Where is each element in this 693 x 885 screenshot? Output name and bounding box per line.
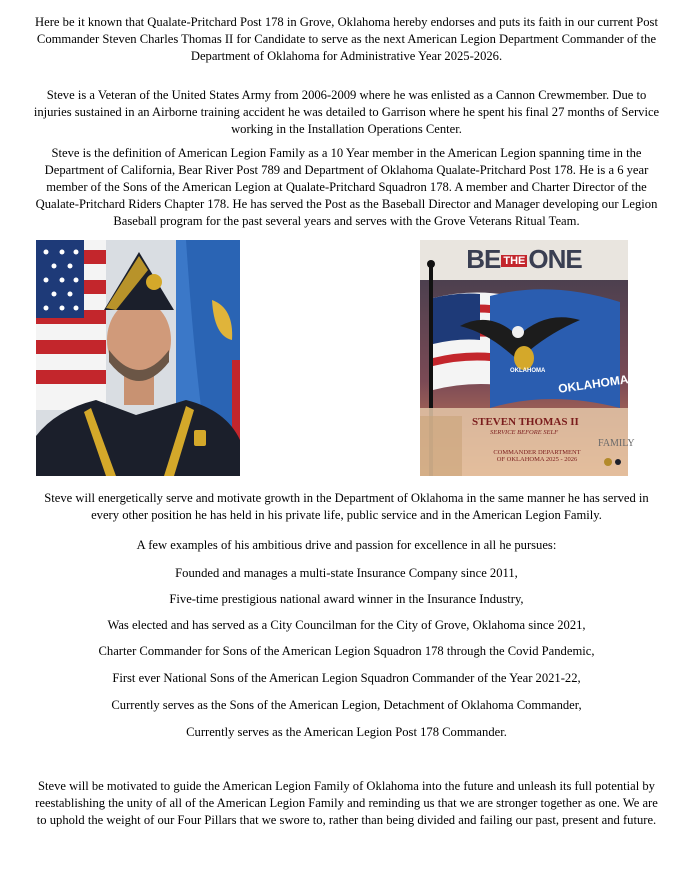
example-item: First ever National Sons of the American Legion Squadron Commander of the Year 2021-22, (112, 671, 581, 685)
motivation-paragraph: Steve will energetically serve and motivate growth in the Department of Oklahoma in the same manner he has served in every other position he has held in his private life, public service and in the American Legion Family. (44, 491, 649, 522)
example-item: Founded and manages a multi-state Insurance Company since 2011, (175, 566, 518, 580)
campaign-poster-image (420, 240, 635, 476)
poster-flag-label-small: OKLAHOMA (510, 368, 546, 374)
poster-title: BE THE ONE (466, 244, 582, 274)
poster-motto: SERVICE BEFORE SELF (490, 429, 559, 436)
poster-flag-label-large: OKLAHOMA (557, 372, 630, 396)
poster-family-label: FAMILY (598, 438, 635, 449)
poster-commander-label: COMMANDER DEPARTMENT OF OKLAHOMA 2025 - 2026 (493, 449, 581, 463)
example-item: Charter Commander for Sons of the American Legion Squadron 178 through the Covid Pandemic, (98, 644, 595, 658)
example-item: Five-time prestigious national award winner in the Insurance Industry, (169, 592, 524, 606)
candidate-portrait-photo (36, 240, 240, 476)
poster-candidate-name: STEVEN THOMAS II (472, 416, 579, 428)
example-item: Was elected and has served as a City Councilman for the City of Grove, Oklahoma since 2021, (107, 618, 586, 632)
example-item: Currently serves as the American Legion Post 178 Commander. (186, 725, 507, 739)
examples-intro: A few examples of his ambitious drive and passion for excellence in all he pursues: (136, 538, 557, 552)
service-paragraph: Steve is a Veteran of the United States Army from 2006-2009 where he was enlisted as a Cannon Crewmember. Due to injuries sustained in an Airborne training accident he was detailed to Garrison where he spent his final 27 months of Service working in the Installation Operations Center. (33, 88, 660, 136)
closing-paragraph: Steve will be motivated to guide the American Legion Family of Oklahoma into the future and unleash its full potential by reestablishing the unity of all of the American Legion Family and reminding us that we are stronger together as one. We are to uphold the weight of our Four Pillars that we swore to, rather than being divided and failing our past, present and future. (35, 779, 658, 827)
example-item: Currently serves as the Sons of the American Legion, Detachment of Oklahoma Commander, (111, 698, 582, 712)
portrait-illustration (36, 240, 240, 476)
endorsement-paragraph: Here be it known that Qualate-Pritchard Post 178 in Grove, Oklahoma hereby endorses and puts its faith in our current Post Commander Steven Charles Thomas II for Candidate to serve as the next American Legion Department Commander of the Department of Oklahoma for Administrative Year 2025-2026. (35, 15, 658, 63)
poster-illustration (420, 240, 628, 476)
legion-family-paragraph: Steve is the definition of American Legion Family as a 10 Year member in the American Legion spanning time in the Department of California, Bear River Post 789 and Department of Oklahoma Qualate-Pritchard Post 178. He is a 6 year member of the Sons of the American Legion at Qualate-Pritchard Squadron 178. A member and Charter Director of the Qualate-Pritchard Riders Chapter 178. He has served the Post as the Baseball Director and Manager developing our Legion Baseball program for the past several years and serves with the Grove Veterans Ritual Team. (35, 146, 658, 228)
